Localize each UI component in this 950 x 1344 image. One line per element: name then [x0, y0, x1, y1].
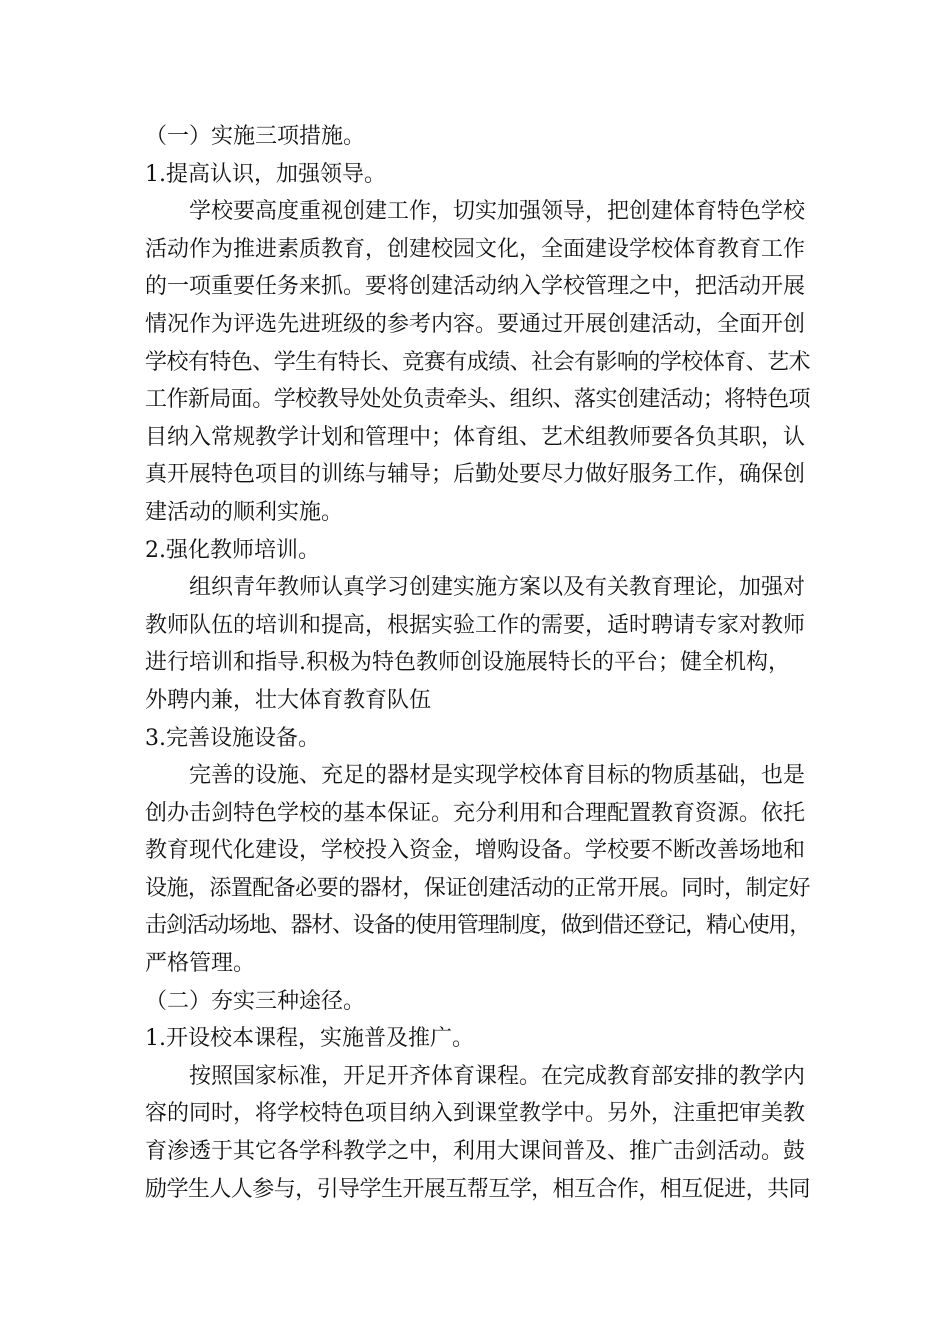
- text-line: 目纳入常规教学计划和管理中；体育组、艺术组教师要各负其职，认: [145, 424, 806, 450]
- text-line: 1.开设校本课程，实施普及推广。: [145, 1026, 474, 1052]
- text-line: 活动作为推进素质教育，创建校园文化，全面建设学校体育教育工作: [145, 236, 806, 262]
- text-line: 创办击剑特色学校的基本保证。充分利用和合理配置教育资源。依托: [145, 800, 806, 826]
- text-line: 严格管理。: [145, 951, 256, 977]
- text-line: 励学生人人参与，引导学生开展互帮互学，相互合作，相互促进，共同: [145, 1176, 810, 1202]
- text-line: 教师队伍的培训和提高，根据实验工作的需要，适时聘请专家对教师: [145, 612, 806, 638]
- text-line: 组织青年教师认真学习创建实施方案以及有关教育理论，加强对: [189, 575, 806, 601]
- text-line: 击剑活动场地、器材、设备的使用管理制度，做到借还登记，精心使用，: [145, 913, 810, 939]
- text-line: 教育现代化建设，学校投入资金，增购设备。学校要不断改善场地和: [145, 838, 806, 864]
- text-line: 学校有特色、学生有特长、竞赛有成绩、社会有影响的学校体育、艺术: [145, 349, 810, 375]
- text-line: 真开展特色项目的训练与辅导；后勤处要尽力做好服务工作，确保创: [145, 462, 806, 488]
- text-line: 2.强化教师培训。: [145, 537, 320, 563]
- text-line: 完善的设施、充足的器材是实现学校体育目标的物质基础，也是: [189, 763, 806, 789]
- text-line: 3.完善设施设备。: [145, 725, 320, 751]
- text-line: 进行培训和指导.积极为特色教师创设施展特长的平台；健全机构，: [145, 650, 790, 676]
- text-line: 按照国家标准，开足开齐体育课程。在完成教育部安排的教学内: [189, 1063, 806, 1089]
- text-line: （一）实施三项措施。: [145, 124, 366, 149]
- text-line: 容的同时，将学校特色项目纳入到课堂教学中。另外，注重把审美教: [145, 1101, 806, 1127]
- text-line: 工作新局面。学校教导处处负责牵头、组织、落实创建活动；将特色项: [145, 387, 810, 413]
- text-line: 的一项重要任务来抓。要将创建活动纳入学校管理之中，把活动开展: [145, 274, 806, 300]
- text-line: 情况作为评选先进班级的参考内容。要通过开展创建活动，全面开创: [145, 311, 806, 337]
- text-line: 建活动的顺利实施。: [145, 499, 344, 525]
- document-body: [145, 118, 810, 1208]
- text-line: 设施，添置配备必要的器材，保证创建活动的正常开展。同时，制定好: [145, 875, 810, 901]
- text-line: （二）夯实三种途径。: [145, 988, 366, 1014]
- text-line: 学校要高度重视创建工作，切实加强领导，把创建体育特色学校: [189, 199, 806, 225]
- text-line: 育渗透于其它各学科教学之中，利用大课间普及、推广击剑活动。鼓: [145, 1139, 806, 1165]
- text-line: 外聘内兼，壮大体育教育队伍: [145, 687, 432, 713]
- text-line: 1.提高认识，加强领导。: [145, 161, 386, 187]
